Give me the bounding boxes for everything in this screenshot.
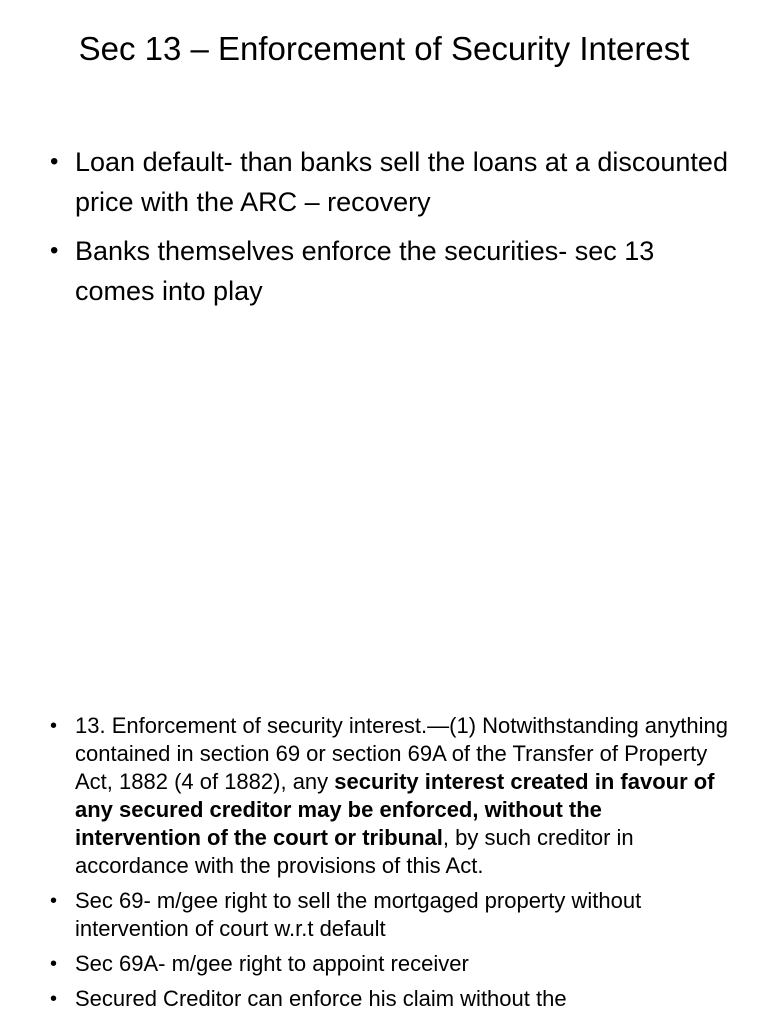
bullet-icon: • [50,890,58,912]
bullet-text: Sec 69A- m/gee right to appoint receiver [75,951,469,976]
section-13-closing: , by such creditor in accordance with the provisions of this Act. [75,825,634,878]
list-item [48,142,728,222]
section-13-emphasis: security interest created in favour of any secured creditor may be enforced, without the intervention of the court or tribunal [75,769,715,850]
bullet-text: Secured Creditor can enforce his claim without the [75,986,567,1011]
list-item [48,231,728,311]
list-item [48,950,728,978]
list-item [48,887,728,943]
bullet-text: Sec 69- m/gee right to sell the mortgaged property without intervention of court w.r.t default [75,888,642,941]
upper-bullet-list [48,142,728,320]
list-item [48,985,728,1013]
section-13-text [75,713,728,878]
bullet-icon: • [50,715,58,737]
bullet-icon: • [50,237,59,264]
bullet-icon: • [50,988,58,1010]
list-item [48,712,728,880]
bullet-icon: • [50,953,58,975]
bullet-icon: • [50,148,59,175]
bullet-text: Banks themselves enforce the securities- sec 13 comes into play [75,236,655,306]
section-13-intro: 13. Enforcement of security interest.—(1) Notwithstanding anything contained in section 69 or section 69A of the Transfer of Property Act, 1882 (4 of 1882), any [75,713,728,794]
lower-bullet-list [48,712,728,1020]
slide-title: Sec 13 – Enforcement of Security Interest [78,30,690,67]
bullet-text: Loan default- than banks sell the loans at a discounted price with the ARC – recovery [75,147,728,217]
